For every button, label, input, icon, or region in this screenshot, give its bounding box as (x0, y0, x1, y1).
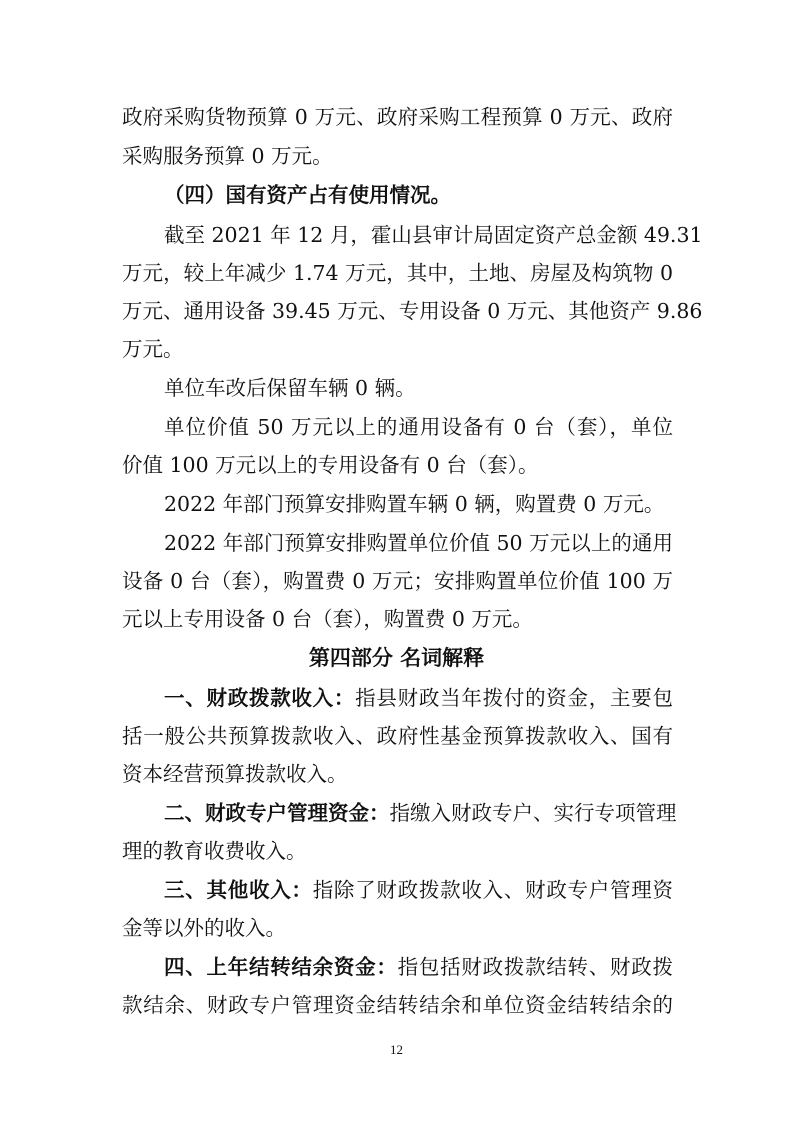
paragraph-line: 金等以外的收入。 (122, 916, 286, 940)
paragraph-line: 单位车改后保留车辆 0 辆。 (164, 376, 416, 400)
paragraph-line: 政府采购货物预算 0 万元、政府采购工程预算 0 万元、政府 (122, 105, 673, 129)
definition-term: 二、财政专户管理资金： (164, 801, 390, 825)
section-heading: （四）国有资产占有使用情况。 (164, 183, 451, 207)
paragraph-line: 万元。 (122, 337, 184, 361)
definition-line (164, 954, 673, 980)
definition-text: 指缴入财政专户、实行专项管理 (389, 801, 677, 825)
paragraph-line: 括一般公共预算拨款收入、政府性基金预算拨款收入、国有 (122, 724, 673, 748)
paragraph-line: 万元，较上年减少 1.74 万元，其中，土地、房屋及构筑物 0 (122, 261, 673, 285)
paragraph-line: 2022 年部门预算安排购置单位价值 50 万元以上的通用 (164, 531, 673, 555)
paragraph-line: 采购服务预算 0 万元。 (122, 144, 333, 168)
part-title: 第四部分 名词解释 (308, 646, 485, 670)
paragraph-line: 设备 0 台（套），购置费 0 万元；安排购置单位价值 100 万 (122, 569, 673, 593)
definition-text: 指县财政当年拨付的资金，主要包 (355, 686, 674, 710)
paragraph-line: 元以上专用设备 0 台（套），购置费 0 万元。 (122, 607, 533, 631)
page-number: 12 (390, 1042, 403, 1057)
paragraph-line: 2022 年部门预算安排购置车辆 0 辆，购置费 0 万元。 (164, 492, 665, 516)
paragraph-line: 理的教育收费收入。 (122, 839, 307, 863)
paragraph-line: 单位价值 50 万元以上的通用设备有 0 台（套），单位 (164, 415, 673, 439)
definition-line (164, 877, 673, 903)
definition-term: 四、上年结转结余资金： (164, 955, 398, 979)
definition-term: 一、财政拨款收入： (164, 686, 356, 710)
paragraph-line: 截至 2021 年 12 月，霍山县审计局固定资产总金额 49.31 (164, 223, 703, 247)
definition-text: 指除了财政拨款收入、财政专户管理资 (312, 878, 674, 902)
definition-line (164, 685, 673, 711)
definition-line (164, 800, 677, 826)
paragraph-line: 款结余、财政专户管理资金结转结余和单位资金结转结余的 (122, 993, 673, 1017)
definition-text: 指包括财政拨款结转、财政拨 (397, 955, 674, 979)
paragraph-line: 万元、通用设备 39.45 万元、专用设备 0 万元、其他资产 9.86 (122, 299, 703, 323)
definition-term: 三、其他收入： (164, 878, 313, 902)
paragraph-line: 价值 100 万元以上的专用设备有 0 台（套）。 (122, 453, 539, 477)
paragraph-line: 资本经营预算拨款收入。 (122, 762, 348, 786)
